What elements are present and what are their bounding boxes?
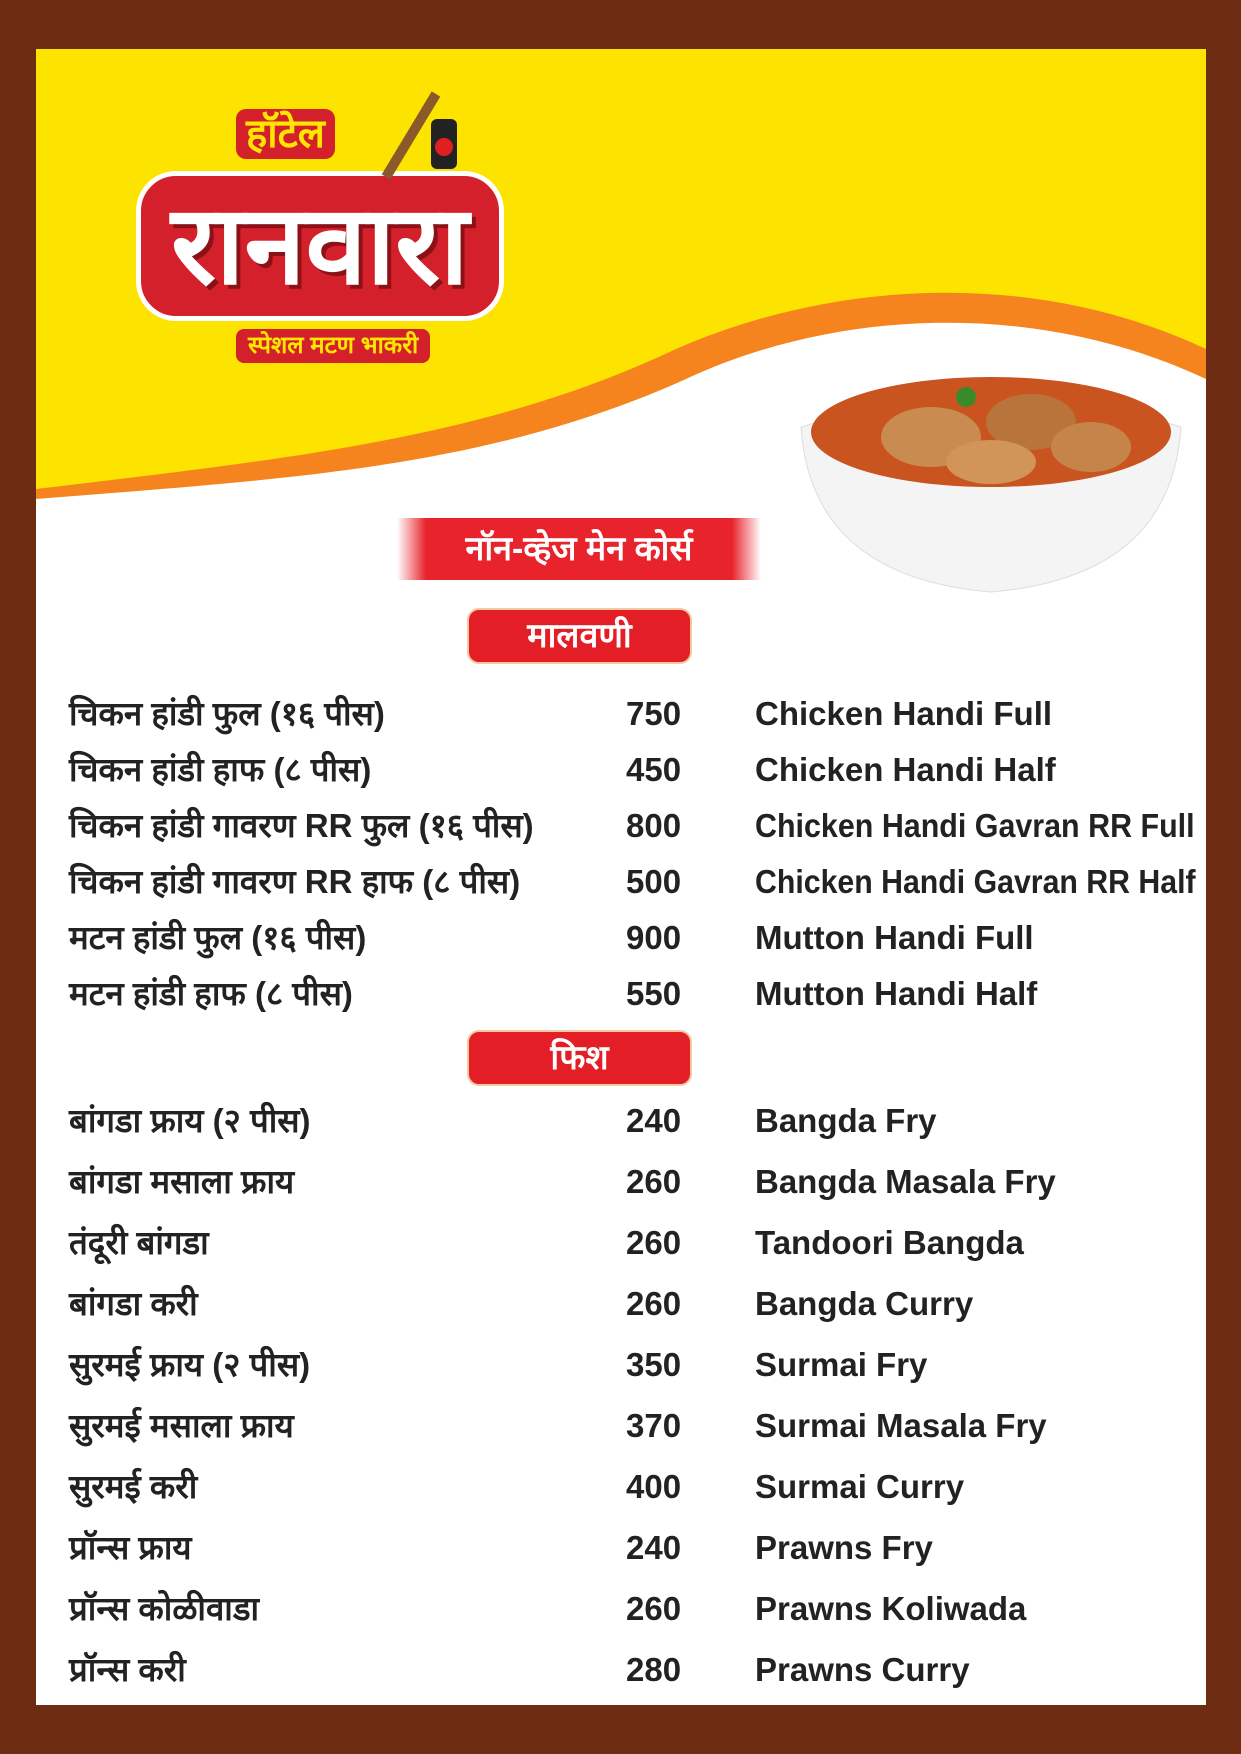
menu-item-name-marathi: चिकन हांडी हाफ (८ पीस)	[69, 751, 372, 788]
menu-item-price: 500	[626, 863, 682, 900]
section-heading-malvani: मालवणी	[467, 608, 692, 664]
menu-item-price: 260	[626, 1163, 682, 1200]
menu-item-price: 240	[626, 1529, 682, 1566]
menu-item-price: 750	[626, 695, 682, 732]
menu-item-row	[69, 689, 1199, 739]
menu-item-name-english: Tandoori Bangda	[755, 1224, 1024, 1261]
menu-item-name-marathi: प्रॉन्स कोळीवाडा	[69, 1590, 260, 1627]
menu-item-name-marathi: तंदूरी बांगडा	[69, 1224, 209, 1261]
menu-item-name-marathi: चिकन हांडी गावरण RR हाफ (८ पीस)	[69, 863, 521, 900]
menu-item-name-english: Prawns Koliwada	[755, 1590, 1027, 1627]
hotel-logo	[76, 89, 676, 419]
menu-item-row	[69, 1279, 1199, 1329]
menu-item-name-marathi: बांगडा करी	[69, 1285, 198, 1322]
menu-item-row	[69, 1584, 1199, 1634]
chicken-curry-bowl-image	[791, 347, 1191, 607]
menu-item-row	[69, 1523, 1199, 1573]
menu-item-name-marathi: मटन हांडी हाफ (८ पीस)	[69, 975, 353, 1012]
menu-item-price: 350	[626, 1346, 682, 1383]
menu-item-row	[69, 1096, 1199, 1146]
menu-item-name-marathi: सुरमई मसाला फ्राय	[69, 1407, 294, 1444]
menu-item-row	[69, 1218, 1199, 1268]
menu-item-price: 550	[626, 975, 682, 1012]
section-title-banner: नॉन-व्हेज मेन कोर्स	[397, 518, 761, 580]
menu-item-name-marathi: मटन हांडी फुल (१६ पीस)	[69, 919, 367, 956]
menu-item-row	[69, 1157, 1199, 1207]
menu-item-name-english: Prawns Curry	[755, 1651, 970, 1688]
menu-item-price: 260	[626, 1224, 682, 1261]
logo-hotel-label: हॉटेल	[236, 109, 335, 159]
menu-item-row	[69, 1401, 1199, 1451]
menu-item-name-english: Bangda Fry	[755, 1102, 937, 1139]
menu-item-price: 400	[626, 1468, 682, 1505]
menu-item-price: 240	[626, 1102, 682, 1139]
menu-item-name-marathi: सुरमई करी	[69, 1468, 198, 1505]
menu-item-price: 280	[626, 1651, 682, 1688]
menu-item-name-english: Surmai Fry	[755, 1346, 928, 1383]
menu-item-price: 260	[626, 1285, 682, 1322]
menu-item-row	[69, 1645, 1199, 1695]
menu-item-name-english: Bangda Curry	[755, 1285, 974, 1322]
menu-item-row	[69, 969, 1199, 1019]
menu-item-name-marathi: चिकन हांडी गावरण RR फुल (१६ पीस)	[69, 807, 534, 844]
menu-item-price: 800	[626, 807, 682, 844]
menu-item-row	[69, 1462, 1199, 1512]
menu-item-name-english: Mutton Handi Full	[755, 919, 1034, 956]
menu-item-name-english: Mutton Handi Half	[755, 975, 1038, 1012]
lantern-icon	[376, 89, 466, 179]
menu-item-name-english: Chicken Handi Gavran RR Full	[755, 807, 1195, 844]
menu-item-row	[69, 857, 1199, 907]
menu-item-name-marathi: बांगडा फ्राय (२ पीस)	[69, 1102, 311, 1139]
menu-item-price: 370	[626, 1407, 682, 1444]
menu-item-price: 900	[626, 919, 682, 956]
menu-item-name-english: Prawns Fry	[755, 1529, 933, 1566]
menu-item-name-english: Chicken Handi Full	[755, 695, 1053, 732]
menu-item-name-english: Bangda Masala Fry	[755, 1163, 1056, 1200]
menu-item-row	[69, 1340, 1199, 1390]
menu-item-name-marathi: चिकन हांडी फुल (१६ पीस)	[69, 695, 385, 732]
menu-item-name-english: Surmai Masala Fry	[755, 1407, 1047, 1444]
menu-item-price: 260	[626, 1590, 682, 1627]
menu-item-name-marathi: सुरमई फ्राय (२ पीस)	[69, 1346, 311, 1383]
menu-item-name-english: Chicken Handi Half	[755, 751, 1056, 788]
menu-item-row	[69, 801, 1199, 851]
menu-item-name-english: Surmai Curry	[755, 1468, 965, 1505]
menu-item-name-english: Chicken Handi Gavran RR Half	[755, 863, 1196, 900]
menu-item-name-marathi: प्रॉन्स फ्राय	[69, 1529, 192, 1566]
logo-tagline: स्पेशल मटण भाकरी	[236, 329, 430, 363]
logo-name: रानवारा	[136, 171, 504, 321]
menu-item-row	[69, 913, 1199, 963]
menu-item-price: 450	[626, 751, 682, 788]
menu-item-name-marathi: बांगडा मसाला फ्राय	[69, 1163, 295, 1200]
menu-item-row	[69, 745, 1199, 795]
menu-item-name-marathi: प्रॉन्स करी	[69, 1651, 186, 1688]
section-heading-fish: फिश	[467, 1030, 692, 1086]
menu-sheet	[36, 49, 1206, 1705]
